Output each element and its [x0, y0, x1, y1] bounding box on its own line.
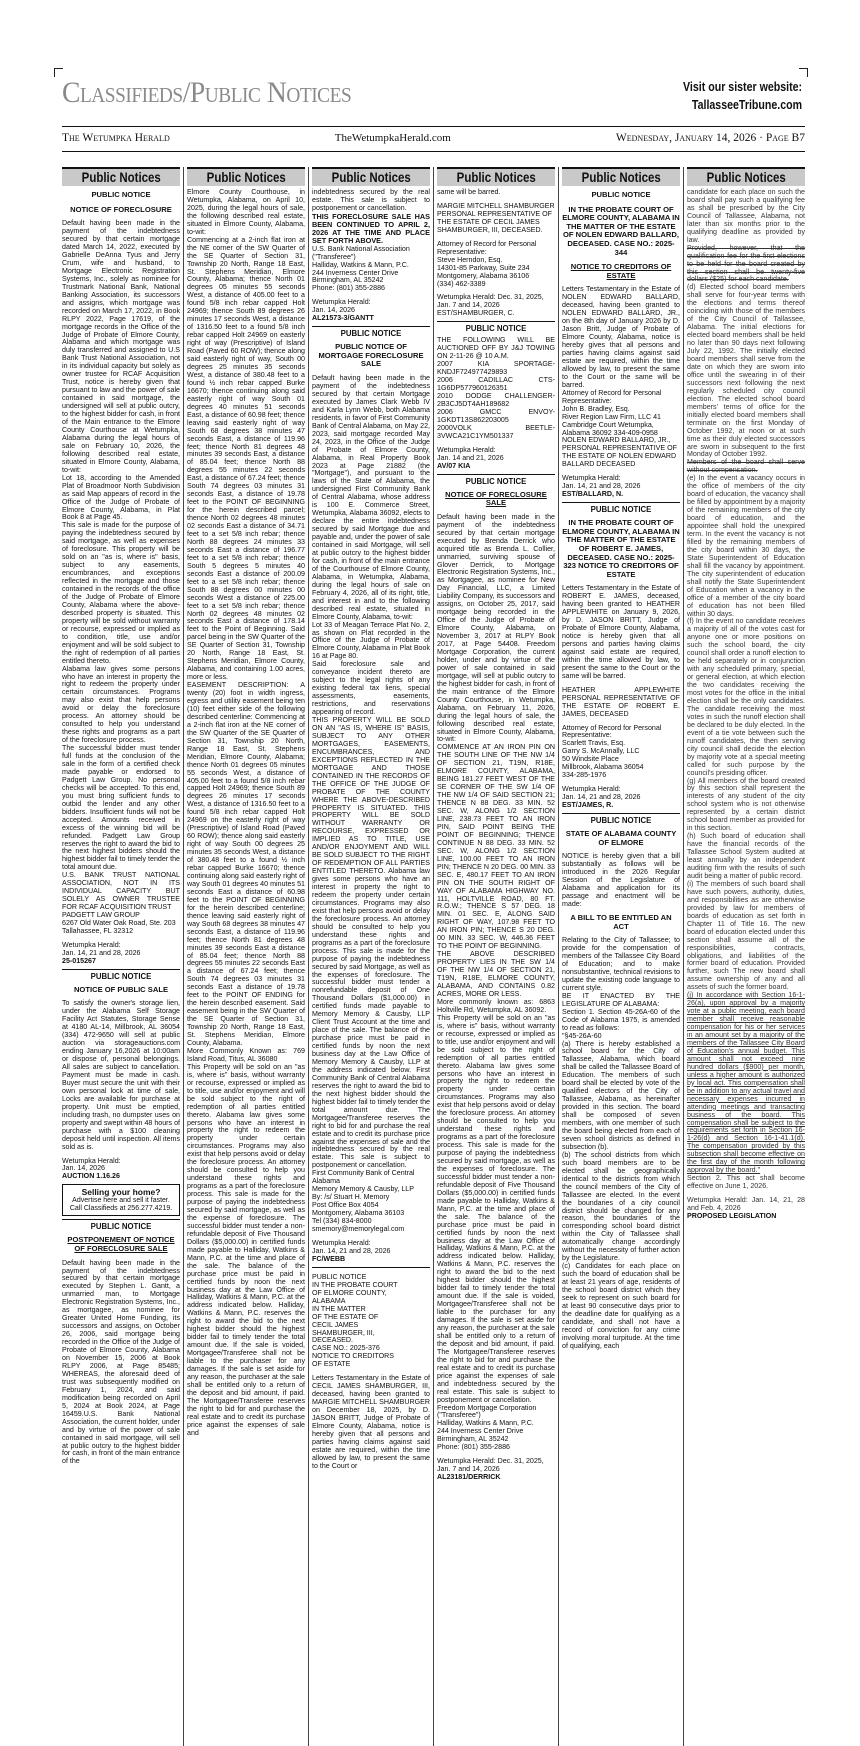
notice-lines: Wetumpka Herald: Dec. 31, 2025, Jan. 7 and 14, 2026 [437, 1457, 544, 1474]
public-notice-label: PUBLIC NOTICE [312, 326, 430, 338]
column-divider [183, 167, 184, 1746]
column-header-label: Public Notices [206, 169, 286, 185]
divider [62, 151, 805, 152]
notice-lines: Wetumpka Herald: Jan. 14 and 21, 2026 [437, 445, 504, 462]
column-divider [558, 167, 559, 1746]
column-header-label: Public Notices [706, 169, 786, 185]
notice-paragraph: Default having been made in the payment of the indebtedness secured by that certain Mortgage executed by James Clark Webb IV and Karla Lynn Webb, both Alabama residents, in favor of First Community Bank of Central Alabama, on May 22, 2023, said mortgage recorded May 24, 2023, in the Office of the Judge of Probate of Elmore County, Alabama, in Real Property Book 2023 at Page 21882 (the "Mortgage"), and pursuant to the laws of the State of Alabama, the undersigned First Community Bank of Central Alabama, whose address is 100 E. Commerce Street, Wetumpka, Alabama 36092, elects to declare the entire indebtedness secured by said Mortgage due and payable and, under the power of sale contained in said Mortgage, will sell at public outcry to the highest bidder for cash, in front of the main entrance of the Courthouse of Elmore County, Alabama, in Wetumpka, Alabama, during the legal hours of sale on February 4, 2026, all of its right, title, and interest in and to the following described real estate, situated in Elmore County, Alabama, to-wit: [312, 374, 430, 621]
sister-website-promo [683, 78, 802, 114]
notice-paragraph: Letters Testamentary in the Estate of NOLEN EDWARD BALLARD, deceased, having been granted to NOLEN EDWARD BALLARD, JR., on the 8th day of January 2026 by D. Jason Britt, Judge of Probate of Elmore County, Alabama, notice is hereby gives that all persons and parties having claims against said estate are required, within the time allowed by law, to present the same to the Court or the same will be barred. [562, 285, 680, 389]
notice-lines: Wetumpka Herald: Jan. 14, 21 and 28, 2026 [562, 785, 641, 802]
notice-paragraph: This Property will be sold on an "as is, where is" basis, without warranty or recourse, expressed or implied as to title, use and/or enjoyment and will be sold subject to the right of redemption of all parties entitled thereto. Alabama law gives some persons who have an interest in property the right to redeem the property under certain circumstances. Programs may also exist that help persons avoid or delay the foreclosure process. An attorney should be consulted to help you understand these rights and programs as a part of the foreclosure process. This sale is made for the purpose of paying the indebtedness secured by said mortgage, as well as the expense of foreclosure. The successful bidder must tender a non-refundable deposit of Five Thousand Dollars ($5,000.00) in certified funds made payable to Halliday, Watkins & Mann, P.C. at the time and place of the sale. The balance of the purchase price must be paid in certified funds by noon the next business day at the Law Office of Halliday, Watkins & Mann, P.C. at the address indicated below. Halliday, Watkins & Mann, P.C. reserves the right to award the bid to the next highest bidder should the highest bidder fail to timely tender the total amount due. If the sale is voided, Mortgagee/Transferee shall not be liable to the purchaser for any damages. If the sale is set aside for any reason, the purchaser at the sale shall be entitled only to a return of the deposit and bid amount, if paid. The Mortgagee/Transferee reserves the right to bid for and purchase the real estate and to credit its purchase price against the expenses of sale and [187, 1062, 305, 1437]
notice-column [687, 167, 805, 1746]
notice-reference: EST/JAMES, R. [562, 801, 614, 810]
notice-paragraph: Default having been made in the payment of the indebtedness secured by that certain mortgage executed by Stephen L. Gantt, a unmarried man, to Mortgage Electronic Registration Systems, Inc., as mortgagee, as nominee for Greater United Home Funding, its successors and assigns, on October 26, 2006, said mortgage being recorded in the Office of the Judge of Probate of Elmore County, Alabama on November 15, 2006 at Book RLPY 2006, at Page 85485; WHEREAS, the aforesaid deed of trust was subsequently modified on February 1, 2024, and said modification being recorded on April 5, 2024 at Book 2024, at Page 16459.U.S. Bank National Association, the current holder, under and by virtue of the power of sale contained in said mortgage, will sell at public outcry to the highest bidder for cash, in front of the main entrance of the [62, 1258, 180, 1466]
notice-column [312, 167, 430, 1746]
notice-column [62, 167, 180, 1746]
notice-paragraph: HEATHER APPLEWHITE PERSONAL REPRESENTATIVE OF THE ESTATE OF ROBERT E. JAMES, DECEASED [562, 685, 680, 718]
notice-lines: Attorney of Record for Personal Representative: Steve Herndon, Esq. 14301-85 Parkway, Suite 234 Montgomery, Alabama 36106 (334) 462-3389 [437, 239, 537, 288]
notice-paragraph: Default having been made in the payment of the indebtedness secured by that certain mortgage dated March 14, 2022, executed by Gabrielle DeAnna Tyus and Jerry Crum, wife and husband, to Mortgage Electronic Registration Systems, Inc., solely as nominee for Trustmark National Bank, National Banking Association, its successors and assigns, which mortgage was recorded on March 17, 2022, in Book RLPY 2022, Page 17619, of the mortgage records in the Office of the Judge of Probate of Elmore County, Alabama and which mortgage was duly transferred and assigned to U.S Bank Trust National Association, not in its individual capacity but solely as owner trustee for RCAF Acquisition Trust, notice is hereby given that pursuant to law and the power of sale contained in said mortgage, the undersigned will sell at public outcry, to the highest bidder for cash, in front of the Main entrance to the Elmore County Courthouse at Wetumpka, Alabama during the legal hours of sale on February 10, 2026, the following described real estate, situated in Elmore County, Alabama, to-wit: [62, 219, 180, 474]
notice-paragraph: NOTICE is hereby given that a bill substantially as follows will be introduced in the 2026 Regular Session of the Legislature of Alabama and application for its passage and enactment will be made: [562, 852, 680, 908]
divider [62, 126, 805, 127]
notice-paragraph: 2000VOLK BEETLE- 3VWCA21C1YM501337 [437, 423, 555, 440]
column-divider [683, 167, 684, 1746]
notice-paragraph: (e) In the event a vacancy occurs in the office of members of the city board of education, the vacancy shall be filled by appointment by a majority of the remaining members of the city board of education, and the appointee shall hold the unexpired term. In the event the vacancy is not filled by the remaining members of the city board within 30 days, the State Superintendent of Education shall fill the vacancy by appointment. The city superintendent of education shall notify the State Superintendent of Education when a vacancy in the office of a member of the city board of education has not been filled within 30 days. [687, 474, 805, 618]
notice-paragraph: Relating to the City of Tallassee; to provide for the compensation of members of the Tallassee City Board of Education; and to make nonsubstantive, technical revisions to update the existing code language to current style. [562, 936, 680, 992]
notice-column [562, 167, 680, 1746]
notice-paragraph: THE FOLLOWING WILL BE AUCTIONED OFF BY J&J TOWING ON 2-11-26 @ 10 A.M. [437, 336, 555, 361]
column-header-label: Public Notices [456, 169, 536, 185]
notice-paragraph: THIS PROPERTY WILL BE SOLD ON AN "AS IS, WHERE IS" BASIS, SUBJECT TO ANY OTHER MORTGAGES, EASEMENTS, ENCUMBRANCES, AND EXCEPTIONS REFLECTED IN THE MORTGAGE AND THOSE CONTAINED IN THE RECORDS OF THE OFFICE OF THE JUDGE OF PROBATE OF THE COUNTY WHERE THE ABOVE-DESCRIBED PROPERTY IS SITUATED. THIS PROPERTY WILL BE SOLD WITHOUT WARRANTY OR RECOURSE, EXPRESSED OR IMPLIED AS TO TITLE, USE AND/OR ENJOYMENT AND WILL BE SOLD SUBJECT TO THE RIGHT OF REDEMPTION OF ALL PARTIES ENTITLED THERETO. Alabama law gives some persons who have an interest in property the right to redeem the property under certain circumstances. Programs may also exist that help persons avoid or delay the foreclosure process. An attorney should be consulted to help you understand these rights and programs as a part of the foreclosure process. This sale is made for the purpose of paying the indebtedness secured by said Mortgage, as well as the expenses of foreclosure. The successful bidder must tender a nonrefundable deposit of One Thousand Dollars ($1,000.00) in certified funds made payable to Memory Memory & Causby, LLP Client Trust Account at the time and place of the sale. The balance of the purchase price must be paid in certified funds by noon the next business day at the Law Office of Memory Memory & Causby, LLP at the address indicated below. First Community Bank of Central Alabama reserves the right to award the bid to the next highest bidder should the highest bidder fail to timely tender the total amount due. The Mortgagee/Transferee reserves the right to bid for and purchase the real estate and to credit its purchase price against the expenses of sale and the indebtedness secured by the real estate. This sale is subject to postponement or cancellation. [312, 716, 430, 1170]
struck-text: Provided, however, that the qualification fee for the first elections to be held for the board created by this section shall be twenty-five dollars ($25) for each candidate. [687, 243, 805, 284]
column-header [562, 167, 680, 186]
notice-paragraph: Lot 33 of Meagan Terrace Plat No. 2, as shown on Plat recorded in the Office of the Judge of Probate of Elmore County, Alabama in Plat Book 16 at Page 80. [312, 620, 430, 661]
sister-website-link[interactable]: TallasseeTribune.com [691, 98, 802, 112]
notice-heading: NOTICE OF FORECLOSURE [70, 204, 172, 214]
notice-column [437, 167, 555, 1746]
notice-reference: EST/BALLARD, N. [562, 490, 624, 499]
sister-website-label: Visit our sister website: [682, 80, 802, 94]
notice-heading: PUBLIC NOTICE [591, 190, 651, 199]
notice-paragraph: candidate for each place on such the board shall pay such a qualifying fee as shall be prescribed by the City Council of Tallassee, Alabama, not later than six months prior to the qualifying deadline as provided by law. [687, 188, 805, 244]
notice-lines: Wetumpka Herald: Jan. 14, 2026 [312, 298, 371, 315]
notice-paragraph: More commonly known as: 6863 Holtville Rd, Wetumpka, AL 36092. [437, 997, 555, 1014]
notice-lines: Freedom Mortgage Corporation ("Transferee") Halliday, Watkins & Mann, P.C. 244 Inverness Center Drive Birmingham, AL 35242 Phone: (801) 355-2886 [437, 1403, 537, 1452]
notice-paragraph: 2006 GMCC ENVOY- 1GKDT13S862203005 [437, 407, 555, 424]
notice-paragraph: More Commonly Known as: 769 Island Road, Titus, AL 36080 [187, 1046, 305, 1063]
notice-paragraph: 2007 KIA SPORTAGE- KNDJF724977429893 [437, 360, 555, 377]
ad-line: Call Classifieds at 256.277.4219. [69, 1205, 173, 1213]
notice-paragraph: indebtedness secured by the real estate. This sale is subject to postponement or cancellation. [312, 188, 430, 212]
page-header-bar [62, 132, 805, 144]
notice-lines: Wetumpka Herald: Dec. 31, 2025, Jan. 7 and 14, 2026 EST/SHAMBURGER, C. [437, 293, 544, 318]
crop-mark [799, 68, 808, 77]
notice-lines: Wetumpka Herald: Jan. 14, 21 and 28, 2026 [312, 1238, 391, 1255]
notice-lines: MARGIE MITCHELL SHAMBURGER PERSONAL REPRESENTATIVE OF THE ESTATE OF CECIL JAMES SHAMBURGER, III, DECEASED. [437, 201, 555, 234]
house-ad [62, 1184, 180, 1216]
public-notice-label: PUBLIC NOTICE [562, 813, 680, 825]
notice-paragraph: (a) There is hereby established a school board for the City of Tallassee, Alabama, which board shall be called the Tallassee Board of Education. The members of such board shall be elected by vote of the qualified electors of the City of Tallassee, Alabama, as hereinafter provided in this section. The board shall be composed of seven members, with one member of such the board being elected from each of seven school districts as defined in subsection (b). [562, 1039, 680, 1151]
notice-paragraph: The successful bidder must tender full funds at the conclusion of the sale in the form of a certified check made payable or endorsed to Padgett Law Group. No personal checks will be accepted. To this end, you must bring sufficient funds to outbid the lender and any other bidders. Insufficient funds will not be accepted. Amounts received in excess of the winning bid will be refunded. Padgett Law Group reserves the right to award the bid to the next highest bidders should the highest bidder fail to timely tender the total amount due. [62, 744, 180, 872]
struck-text: Members of the board shall serve without compensation. [687, 458, 805, 475]
notice-paragraph: (i) The members of such board shall have such powers, authority, duties, and responsibilities as are otherwise provided by law for members of boards of education as set forth in Chapter 11 of Title 16. The new board of education elected under this section shall assume all of the responsibilities, contracts, obligations, and liabilities of the former board of education. Provided further, such The new board shall assume ownership of any and all assets of such the former board. [687, 879, 805, 992]
notice-paragraph: BE IT ENACTED BY THE LEGISLATURE OF ALABAMA: [562, 991, 680, 1008]
notice-paragraph: Letters Testamentary in the Estate of CECIL JAMES SHAMBURGER, III, deceased, having been granted to MARGIE MITCHELL SHAMBURGER on December 18, 2025, by D. JASON BRITT, Judge of Probate of Elmore County, Alabama, notice is hereby given that all persons and parties having claims against said estate are required, within the time allowed by law, to present the same to the Court or [312, 1374, 430, 1470]
notice-heading: NOTICE TO CREDITORS OF ESTATE [570, 262, 672, 280]
public-notice-label: PUBLIC NOTICE [62, 969, 180, 981]
notice-paragraph: Default having been made in the payment of the indebtedness secured by that certain mortgage executed by Brenda Derrick who acquired title as Brenda L. Collier, unmarried, surviving spouse of Glover Derrick, to Mortgage Electronic Registration Systems, Inc., as Mortgagee, as nominee for New Day Financial, LLC, a Limited Liability Company, its successors and assigns, on October 25, 2017, said mortgage being recorded in the Office of the Judge of Probate of Elmore County, Alabama, on November 3, 2017 at RLPY Book 2017, at Page 54408. Freedom Mortgage Corporation, the current holder, under and by virtue of the power of sale contained in said mortgage, will sell at public outcry to the highest bidder for cash, in front of the main entrance of the Elmore County Courthouse, in Wetumpka, Alabama, on February 11, 2026, during the legal hours of sale, the following described real estate, situated in Elmore County, Alabama, to-wit: [437, 512, 555, 744]
notice-heading: IN THE PROBATE COURT OF ELMORE COUNTY, ALABAMA IN THE MATTER OF THE ESTATE OF NOLEN EDWARD BALLARD, DECEASED. CASE NO.: 2025-344 [562, 204, 680, 257]
notice-paragraph: (g) All members of the board created by this section shall represent the interests of any student of the city school system who is not otherwise represented by a certain district school board member as provided for in this section. [687, 776, 805, 833]
notice-heading: PUBLIC NOTICE [91, 190, 151, 199]
notice-paragraph: "§45-26A-60 [562, 1031, 602, 1040]
notice-paragraph: To satisfy the owner's storage lien, under the Alabama Self Storage Facility Act Statutes, Storage Sense at 4180 AL-14, Millbrook, AL 36054 (334) 472-9650 will sell at public auction via storageauctions.com ending January 16,2026 at 10:00am or dispose of, personal belongings. All sales are subject to cancellation. Payment must be made in cash. Buyer must secure the unit with their own personal lock at time of sale, Locks are available for purchase at property. Unit must be emptied, including trash, no dumpster uses on property and swept within 48 hours of purchase with a $100 cleaning deposit held until inspection. All items sold as is. [62, 999, 180, 1151]
notice-paragraph: (b) The school districts from which such board members are to be elected shall be geographically identical to the districts from which the council members of the City of Tallassee are elected. In the event the boundaries of a city council district should be changed for any reason, the boundaries of the corresponding school board district within the City of Tallassee shall automatically change accordingly without the necessity of further action by the Legislature. [562, 1150, 680, 1263]
column-header-label: Public Notices [581, 169, 661, 185]
notice-paragraph: This sale is made for the purpose of paying the indebtedness secured by said mortgage, as well as expenses of foreclosure. This property will be sold on an "as is, where is" basis, subject to any easements, encumbrances, and exceptions reflected in the mortgage and those contained in the records of the office of the Judge of Probate of Elmore County, Alabama where the above-described property is situated. This property will be sold without warranty or recourse, expressed or implied as to condition, title, use and/or enjoyment and will be sold subject to the right of redemption of all parties entitled thereto. [62, 521, 180, 665]
notice-paragraph: EASEMENT DESCRIPTION: A twenty (20) foot in width ingress, egress and utility easement being ten (10) feet either side of the following described centerline: Commencing at a 2-inch flat iron at the NE corner of the SW Quarter of the SE Quarter of Section 31, Township 20 North, Range 18 East, St. Stephens Meridian, Elmore County, Alabama; thence North 01 degrees 05 minutes 55 seconds West, a distance of 405.00 feet to a found 5/8 inch rebar capped Holt 24969; thence South 89 degrees 26 minutes 17 seconds West, a distance of 1316.50 feet to a found 5/8 inch rebar capped Holt 24969 on the easterly right of way (Prescriptive) of Island Road (Paved 60 ROW); thence along said easterly right of way South 00 degrees 25 minutes 35 seconds West, a distance of 380.48 feet to a found ½ inch rebar capped Burke 16670; thence continuing along said easterly right of way South 01 degrees 40 minutes 51 seconds East a distance of 60.98 feet to the POINT OF BEGINNING for the herein described centerline; thence leaving said easterly right of way South 68 degrees 38 minutes 47 seconds East, a distance of 119.96 feet; thence North 81 degrees 48 minutes 39 seconds East a distance of 85.04 feet; thence North 88 degrees 55 minutes 22 seconds East a distance of 67.24 feet; thence South 74 degrees 03 minutes 31 seconds East a distance of 19.78 feet to the POINT OF ENDING for the herein described easement. Said easement being in the SW Quarter of the SE Quarter of Section 31, Township 20 North, Range 18 East, St. Stephens Meridian, Elmore County, Alabama. [187, 681, 305, 1047]
public-notice-label: PUBLIC NOTICE [62, 1219, 180, 1231]
column-header-label: Public Notices [331, 169, 411, 185]
notice-reference: AL21573-3/GANTT [312, 314, 374, 323]
notice-heading: A BILL TO BE ENTITLED AN ACT [570, 912, 672, 931]
notice-paragraph: 2010 DODGE CHALLENGER- 2B3CJ5DT4AH189682 [437, 392, 555, 408]
notice-heading: IN THE PROBATE COURT OF ELMORE COUNTY, ALABAMA IN THE MATTER OF THE ESTATE OF ROBERT E. JAMES, DECEASED. CASE NO.: 2025-323 NOTICE TO CREDITORS OF ESTATE [562, 518, 680, 579]
notice-column [187, 167, 305, 1746]
notice-paragraph: COMMENCE AT AN IRON PIN ON THE SOUTH LINE OF THE NW 1/4 OF SECTION 21, T19N, R18E, ELMORE COUNTY, ALABAMA, BEING 181.27 FEET WEST OF THE SE CORNER OF THE SW 1/4 OF THE NW 1/4 OF SAID SECTION 21; THENCE N 88 DEG. 33 MIN. 52 SEC. W, ALONG 1/2 SECTION LINE, 238.73 FEET TO AN IRON PIN, SAID POINT BEING THE POINT OF BEGINNING; THENCE CONTINUE N 88 DEG. 33 MIN. 52 SEC. W, ALONG 1/2 SECTION LINE, 100.00 FEET TO AN IRON PIN; THENCE N 20 DEG. 00 MIN. 33 SEC. E, 480.17 FEET TO AN IRON PIN ON THE SOUTH RIGHT OF WAY OF ALABAMA HIGHWAY NO. 111, HOLTVILLE ROAD, 80 FT. R.O.W.; THENCE S 57 DEG. 18 MIN. 01 SEC. E, ALONG SAID RIGHT OF WAY, 107.98 FEET TO AN IRON PIN; THENCE S 20 DEG. 00 MIN. 33 SEC. W, 446.36 FEET TO THE POINT OF BEGINNING. [437, 743, 555, 951]
notice-paragraph: (d) Elected school board members shall serve for four-year terms with the elections and terms thereof coinciding with those of the members of the City Council of Tallassee, Alabama. The initial elections for elected board members shall be held no later than 90 days next following July 22, 1992. The initially elected board members shall serve from the date on which they are sworn into office until the swearing in of their successors next following the next regularly scheduled city council election. The elected school board members' terms of office for the initially elected board members shall terminate on the first Monday of October 1992, at noon or at such time as their duly elected successors are sworn in subsequent to the first Monday of October 1992. [687, 283, 805, 459]
notice-reference: AV/07 KIA [437, 461, 471, 470]
notice-lines: Attorney of Record for Personal Representative: John B. Bradley, Esq. River Region Law Firm, LLC 41 Cambridge Court Wetumpka, Alabama 36092 334-409-0958 NOLEN EDWARD BALLARD, JR., PERSONAL REPRESENTATIVE OF THE ESTATE OF NOLEN EDWARD BALLARD DECEASED [562, 388, 677, 469]
notice-lines: same will be barred. [437, 188, 501, 196]
notice-lines: Wetumpka Herald: Jan. 14, 2026 [62, 1156, 121, 1173]
notice-paragraph: Lot 18, according to the Amended Plat of Broadmoor North Subdivision as said Map appears of record in the Office of the Judge of Probate of Elmore County, Alabama, in Plat Book 8 at Page 45. [62, 473, 180, 522]
notice-lines: Attorney of Record for Personal Representative: Scarlett Travis, Esq. Garry S. McAnnally, LLC 50 Windsite Place Millbrook, Alabama 36054 334-285-1976 [562, 723, 662, 780]
column-header [187, 167, 305, 186]
date-page: Wednesday, January 14, 2026 · Page B7 [615, 132, 805, 144]
public-notice-label: PUBLIC NOTICE [437, 321, 555, 333]
public-notice-label: PUBLIC NOTICE [437, 474, 555, 486]
column-header [62, 167, 180, 186]
inserted-text: (j) In accordance with Section 16-1-26(a), upon approval by a majority vote at a public meeting, each board member shall receive reasonable compensation for his or her services in an amount set by a majority of the members of the Tallassee City Board of Education's annual budget. This amount shall not exceed nine hundred dollars ($900) per month, unless a higher amount is authorized by local act. This compensation shall be in addition to any actual travel and necessary expenses incurred in attending meetings and transacting business of the board. This compensation shall be subject to the requirements set forth in Section 16-1-26(d) and Section 16-1-41.1(d). The compensation provided by this subsection shall become effective on the first day of the month following approval by the board." [687, 991, 805, 1175]
notice-reference: 25-015267 [62, 956, 96, 965]
notice-heading: STATE OF ALABAMA COUNTY OF ELMORE [565, 829, 677, 847]
notice-reference: FC/WEBB [312, 1254, 346, 1263]
public-notice-label [312, 1267, 430, 1270]
notice-lines: PUBLIC NOTICE IN THE PROBATE COURT OF ELMORE COUNTY, ALABAMA IN THE MATTER OF THE ESTATE OF CECIL JAMES SHAMBURGER, III, DECEASED. CASE NO.: 2025-376 NOTICE TO CREDITORS OF ESTATE [312, 1272, 398, 1369]
notice-heading: NOTICE OF PUBLIC SALE [73, 984, 169, 994]
notice-paragraph: U.S. BANK TRUST NATIONAL ASSOCIATION, NOT IN ITS INDIVIDUAL CAPACITY BUT SOLELY AS OWNER TRUSTEE FOR RCAF ACQUISITION TRUST [62, 871, 180, 912]
notice-reference: AL23181/DERRICK [437, 1473, 501, 1482]
notice-heading: POSTPONEMENT OF NOTICE OF FORECLOSURE SALE [67, 1235, 175, 1253]
column-divider [308, 167, 309, 1746]
notice-lines: PADGETT LAW GROUP 6267 Old Water Oak Road, Ste. 203 Tallahassee, FL 32312 [62, 911, 176, 936]
column-divider [433, 167, 434, 1746]
notice-paragraph: Alabama law gives some persons who have an interest in property the right to redeem the property under certain circumstances. Programs may also exist that help persons avoid or delay the foreclosure process. An attorney should be consulted to help you understand these rights and programs as a part of the foreclosure process. [62, 664, 180, 745]
notice-lines: U.S. Bank National Association ("Transferee") Halliday, Watkins & Mann, P.C. 244 Inverness Center Drive Birmingham, AL 35242 Phone: (801) 355-2886 [312, 244, 410, 293]
column-header-label: Public Notices [81, 169, 161, 185]
notice-paragraph: Letters Testamentary in the Estate of ROBERT E. JAMES, deceased, having been granted to HEATHER APPLEWHITE on January 9, 2026, by D. JASON BRITT, Judge of Probate of Elmore County, Alabama, notice is hereby given that all persons and parties having claims against said estate are required, within the time allowed by law, to present the same to the Court or the same will be barred. [562, 584, 680, 680]
notice-paragraph: Commencing at a 2-inch flat iron at the NE corner of the SW Quarter of the SE Quarter of Section 31, Township 20 North, Range 18 East, St. Stephens Meridian, Elmore County, Alabama; thence North 01 degrees 05 minutes 55 seconds West, a distance of 405.00 feet to a found 5/8 inch rebar capped Holt 24969; thence South 89 degrees 26 minutes 17 seconds West, a distance of 1316.50 feet to a found 5/8 inch rebar capped Holt 24969 on easterly right of way (Prescriptive) of Island Road (Paved 60 ROW); thence along said easterly right of way, South 00 degrees 25 minutes 35 seconds West, a distance of 380.48 feet to a found ½ inch rebar capped Burke 16670; thence continuing along said easterly right of way South 01 degrees 40 minutes 51 seconds East, a distance of 60.98 feet; thence leaving said easterly right of way South 68 degrees 38 minutes 47 seconds East, a distance of 119.96 feet; thence North 81 degrees 48 minutes 39 seconds East, a distance of 85.04 feet; thence North 88 degrees 55 minutes 22 seconds East, a distance of 67.24 feet; thence South 74 degrees 03 minutes 31 seconds East, a distance of 19.78 feet to the POINT OF BEGINNING for the herein described parcel; thence North 02 degrees 48 minutes 02 seconds East a distance of 34.71 feet to a set 5/8 inch rebar; thence North 88 degrees 24 minutes 33 seconds East a distance of 196.77 feet to a set 5/8 inch rebar; thence South 5 degrees 5 minutes 40 seconds East a distance of 200.09 feet to a set 5/8 inch rebar; thence South 88 degrees 00 minutes 00 seconds West a distance of 225.00 feet to a set 5/8 inch rebar; thence North 02 degrees 48 minutes 02 seconds East a distance of 178.14 feet to the Point of Beginning. Said parcel being in the SW Quarter of the SE Quarter of Section 31, Township 20 North, Range 18 East, St. Stephens Meridian, Elmore County, Alabama, and containing 1.00 acres, more or less. [187, 235, 305, 682]
notice-bold-text: THIS FORECLOSURE SALE HAS BEEN CONTINUED TO APRIL 2, 2026 AT THE TIME AND PLACE SET FORTH ABOVE. [312, 211, 430, 246]
notice-heading: NOTICE OF FORECLOSURE SALE [445, 489, 547, 508]
section-title: Classifieds/Public Notices [62, 76, 352, 109]
notice-paragraph: Section 1. Section 45-26A-60 of the Code of Alabama 1975, is amended to read as follows: [562, 1007, 680, 1032]
notice-heading: PUBLIC NOTICE OF MORTGAGE FORECLOSURE SALE [318, 342, 424, 369]
column-header [437, 167, 555, 186]
notice-paragraph: Section 2. This act shall become effective on June 1, 2026. [687, 1174, 805, 1191]
notice-paragraph: THE ABOVE DESCRIBED PROPERTY LIES IN THE SW 1/4 OF THE NW 1/4 OF SECTION 21, T19N, R18E, ELMORE COUNTY, ALABAMA, AND CONTAINS 0.82 ACRES, MORE OR LESS. [437, 950, 555, 998]
column-header [687, 167, 805, 186]
notice-paragraph: (c) Candidates for each place on such the board of education shall be at least 21 years of age, residents of the school board district which they seek to represent on such board for at least 90 consecutive days prior to the deadline date for qualifying as a candidate, and shall not have a record of conviction for any crime involving moral turpitude. At the time of qualifying, each [562, 1262, 680, 1350]
notice-paragraph: 2006 CADILLAC CTS- 1G6DP577960126351 [437, 376, 555, 393]
notice-lines: Wetumpka Herald: Jan. 14, 21 and 28, 2026 [562, 474, 641, 491]
notice-reference: AUCTION 1.16.26 [62, 1172, 120, 1181]
notice-reference: PROPOSED LEGISLATION [687, 1212, 777, 1220]
paper-name: The Wetumpka Herald [62, 132, 170, 144]
notice-paragraph: Said foreclosure sale and conveyance incident thereto are subject to the legal rights of any existing federal tax liens, special assessments, easements, restrictions, and reservations appearing of record. [312, 660, 430, 717]
notice-lines: Wetumpka Herald: Jan. 14, 21 and 28, 2026 [62, 940, 141, 957]
ad-line: Advertise here and sell it faster. [72, 1197, 170, 1205]
notice-paragraph: (h) Such board of education shall have the financial records of the Tallassee School System audited at least annually by an independent auditing firm with the results of such audit being a matter of public record. [687, 832, 805, 880]
notice-paragraph: Elmore County Courthouse, in Wetumpka, Alabama, on April 10, 2025, during the legal hours of sale, the following described real estate, situated in Elmore County, Alabama, to-wit: [187, 188, 305, 236]
notice-lines: First Community Bank of Central Alabama Memory Memory & Causby, LLP By: /s/ Stuart H. Memory Post Office Box 4054 Montgomery, Alabama 36103 Tel (334) 834-8000 smemory@memorylegal.com [312, 1169, 415, 1234]
notice-paragraph: This Property will be sold on an "as is, where is" basis, without warranty or recourse, expressed or implied as to title, use and/or enjoyment and will be sold subject to the right of redemption of all parties entitled thereto. Alabama law gives some persons who have an interest in property the right to redeem the property under certain circumstances. Programs may also exist that help persons avoid or delay the foreclosure process. An attorney should be consulted to help you understand these rights and programs as a part of the foreclosure process. This sale is made for the purpose of paying the indebtedness secured by said mortgage, as well as the expenses of foreclosure. The successful bidder must tender a non-refundable deposit of Five Thousand Dollars ($5,000.00) in certified funds made payable to Halliday, Watkins & Mann, P.C. at the time and place of the sale. The balance of the purchase price must be paid in certified funds by noon the next business day at the Law Office of Halliday, Watkins & Mann, P.C. at the address indicated below. Halliday, Watkins & Mann, P.C. reserves the right to award the bid to the next highest bidder should the highest bidder fail to timely tender the total amount due. If the sale is voided, Mortgagee/Transferee shall not be liable to the purchaser for any damages. If the sale is set aside for any reason, the purchaser at the sale shall be entitled only to a return of the deposit and bid amount, if paid. The Mortgagee/Transferee reserves the right to bid for and purchase the real estate and to credit its purchase price against the expenses of sale and indebtedness secured by the real estate. This sale is subject to postponement or cancellation. [437, 1013, 555, 1404]
ad-headline: Selling your home? [81, 1187, 161, 1198]
notice-paragraph: (f) In the event no candidate receives a majority of all of the votes cast for anyone one or more positions on such the school board, the city council shall order a runoff election to be held separately or in conjunction with any scheduled primary, special, or general election, at which election the two candidates receiving the most votes for the office in the initial election shall be the only candidates. The candidate receiving the most votes in such the runoff election shall be declared to be duly elected. In the event of a tie vote between such the runoff candidates, the then serving city council shall decide the election by majority vote at a special meeting called for such purpose by the council's presiding officer. [687, 617, 805, 777]
paper-website[interactable]: TheWetumpkaHerald.com [334, 132, 451, 144]
column-header [312, 167, 430, 186]
public-notice-label: PUBLIC NOTICE [562, 502, 680, 514]
notice-paragraph: Wetumpka Herald: Jan. 14, 21, 28 and Feb. 4, 2026 [687, 1196, 805, 1213]
